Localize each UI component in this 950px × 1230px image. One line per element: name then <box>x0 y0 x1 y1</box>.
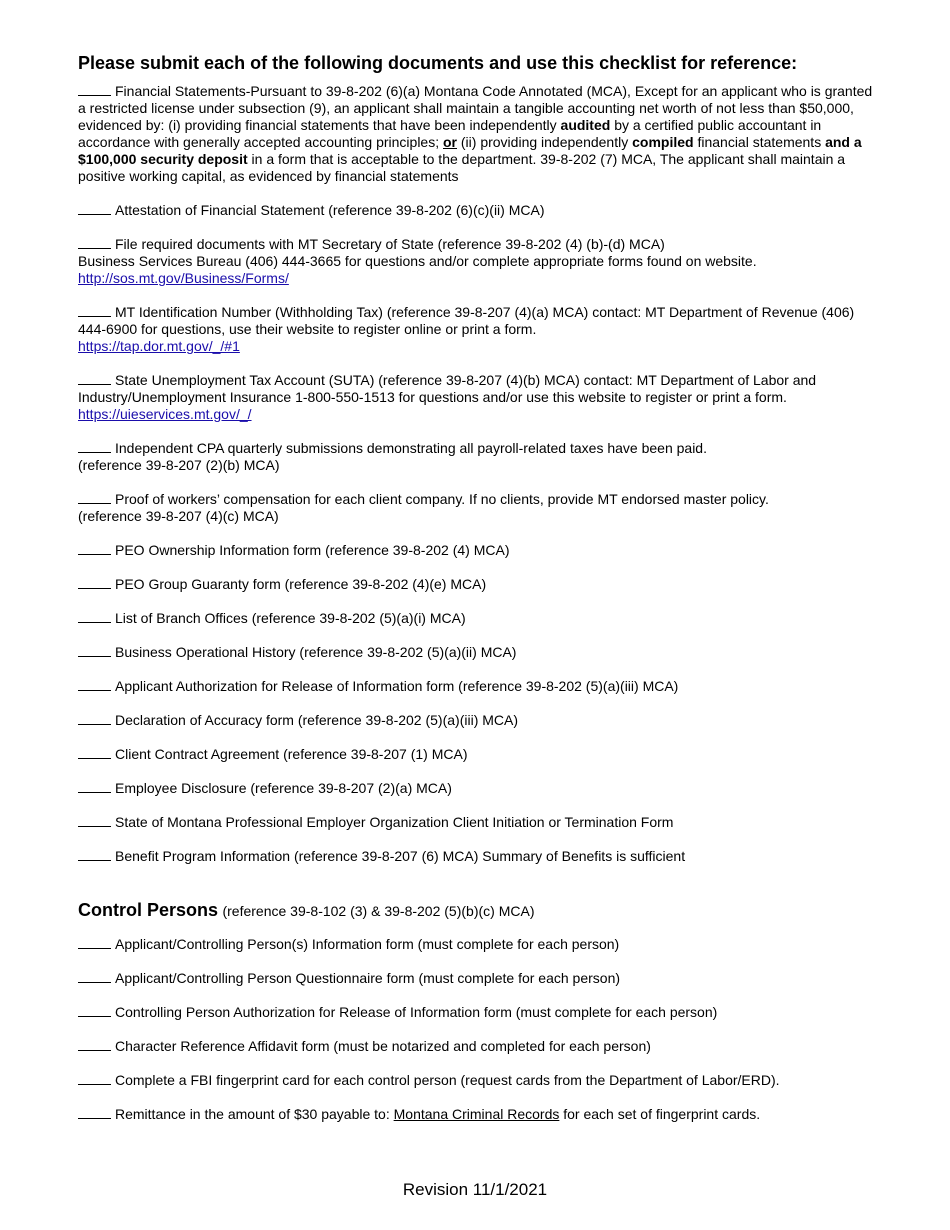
control-item: Applicant/Controlling Person Questionnaire form (must complete for each person) <box>78 970 878 987</box>
checkbox-blank[interactable] <box>78 746 111 759</box>
dor-link[interactable]: https://tap.dor.mt.gov/_/#1 <box>78 338 240 354</box>
secretary-of-state-item: File required documents with MT Secretary of State (reference 39-8-202 (4) (b)-(d) MCA) Business Services Bureau (406) 444-3665 for questions and/or complete appropriate forms found on website. http://sos.mt.gov/Business/Forms/ <box>78 236 757 286</box>
checkbox-blank[interactable] <box>78 202 111 215</box>
checkbox-blank[interactable] <box>78 644 111 657</box>
checkbox-blank[interactable] <box>78 1072 111 1085</box>
checkbox-blank[interactable] <box>78 970 111 983</box>
remittance-item: Remittance in the amount of $30 payable to: Montana Criminal Records for each set of fingerprint cards. <box>78 1106 878 1123</box>
control-item: Controlling Person Authorization for Release of Information form (must complete for each person) <box>78 1004 878 1021</box>
suta-item: State Unemployment Tax Account (SUTA) (reference 39-8-207 (4)(b) MCA) contact: MT Department of Labor and Industry/Unemployment Insurance 1-800-550-1513 for questions and/or use this website to register or print a form. https://uieservices.mt.gov/_/ <box>78 372 817 422</box>
revision-footer: Revision 11/1/2021 <box>402 1180 548 1199</box>
attestation-item: Attestation of Financial Statement (reference 39-8-202 (6)(c)(ii) MCA) <box>78 202 878 219</box>
checkbox-blank[interactable] <box>78 372 111 385</box>
checkbox-blank[interactable] <box>78 1038 111 1051</box>
checkbox-blank[interactable] <box>78 712 111 725</box>
checklist-item: Applicant Authorization for Release of Information form (reference 39-8-202 (5)(a)(iii) MCA) <box>78 678 878 695</box>
checklist-item: State of Montana Professional Employer Organization Client Initiation or Termination Form <box>78 814 878 831</box>
control-item: Character Reference Affidavit form (must be notarized and completed for each person) <box>78 1038 878 1055</box>
checkbox-blank[interactable] <box>78 1106 111 1119</box>
control-persons-heading <box>78 899 878 923</box>
checklist-item: Business Operational History (reference 39-8-202 (5)(a)(ii) MCA) <box>78 644 878 661</box>
checkbox-blank[interactable] <box>78 936 111 949</box>
control-item: Complete a FBI fingerprint card for each control person (request cards from the Department of Labor/ERD). <box>78 1072 878 1089</box>
checkbox-blank[interactable] <box>78 304 111 317</box>
checkbox-blank[interactable] <box>78 610 111 623</box>
checkbox-blank[interactable] <box>78 83 111 96</box>
withholding-tax-item: MT Identification Number (Withholding Tax) (reference 39-8-207 (4)(a) MCA) contact: MT Department of Revenue (406) 444-6900 for questions, use their website to register online or print a form. https://tap.dor.mt.gov/_/#1 <box>78 304 855 354</box>
uieservices-link[interactable]: https://uieservices.mt.gov/_/ <box>78 406 252 422</box>
checklist-item: Employee Disclosure (reference 39-8-207 (2)(a) MCA) <box>78 780 878 797</box>
checkbox-blank[interactable] <box>78 542 111 555</box>
control-item: Applicant/Controlling Person(s) Information form (must complete for each person) <box>78 936 878 953</box>
checkbox-blank[interactable] <box>78 848 111 861</box>
checkbox-blank[interactable] <box>78 491 111 504</box>
control-persons-title: Control Persons <box>78 900 219 920</box>
checkbox-blank[interactable] <box>78 780 111 793</box>
financial-statements-item: Financial Statements-Pursuant to 39-8-202 (6)(a) Montana Code Annotated (MCA), Except for an applicant who is granted a restricted license under subsection (9), an applicant shall maintain a tangible accounting net worth of not less than $50,000, evidenced by: (i) providing financial statements that have been independently audited by a certified public accountant in accordance with generally accepted accounting principles; or (ii) providing independently compiled financial statements and a $100,000 security deposit in a form that is acceptable to the department. 39-8-202 (7) MCA, The applicant shall maintain a positive working capital, as evidenced by financial statements <box>78 83 873 184</box>
checkbox-blank[interactable] <box>78 440 111 453</box>
cpa-submissions-item: Independent CPA quarterly submissions demonstrating all payroll-related taxes have been paid. (reference 39-8-207 (2)(b) MCA) <box>78 440 707 473</box>
payee-name: Montana Criminal Records <box>393 1106 560 1122</box>
checklist-item: Declaration of Accuracy form (reference 39-8-202 (5)(a)(iii) MCA) <box>78 712 878 729</box>
workers-comp-item: Proof of workers’ compensation for each client company. If no clients, provide MT endorsed master policy. (reference 39-8-207 (4)(c) MCA) <box>78 491 769 524</box>
checklist-item: List of Branch Offices (reference 39-8-202 (5)(a)(i) MCA) <box>78 610 878 627</box>
checkbox-blank[interactable] <box>78 236 111 249</box>
checkbox-blank[interactable] <box>78 1004 111 1017</box>
page-title: Please submit each of the following documents and use this checklist for reference: <box>78 53 798 73</box>
checklist-page <box>78 52 878 1140</box>
checkbox-blank[interactable] <box>78 678 111 691</box>
checklist-item: Client Contract Agreement (reference 39-8-207 (1) MCA) <box>78 746 878 763</box>
checkbox-blank[interactable] <box>78 576 111 589</box>
checklist-item: Benefit Program Information (reference 39-8-207 (6) MCA) Summary of Benefits is sufficient <box>78 848 878 865</box>
checklist-item: PEO Group Guaranty form (reference 39-8-202 (4)(e) MCA) <box>78 576 878 593</box>
sos-forms-link[interactable]: http://sos.mt.gov/Business/Forms/ <box>78 270 289 286</box>
control-persons-reference: (reference 39-8-102 (3) & 39-8-202 (5)(b)(c) MCA) <box>222 903 535 919</box>
checklist-item: PEO Ownership Information form (reference 39-8-202 (4) MCA) <box>78 542 878 559</box>
checkbox-blank[interactable] <box>78 814 111 827</box>
